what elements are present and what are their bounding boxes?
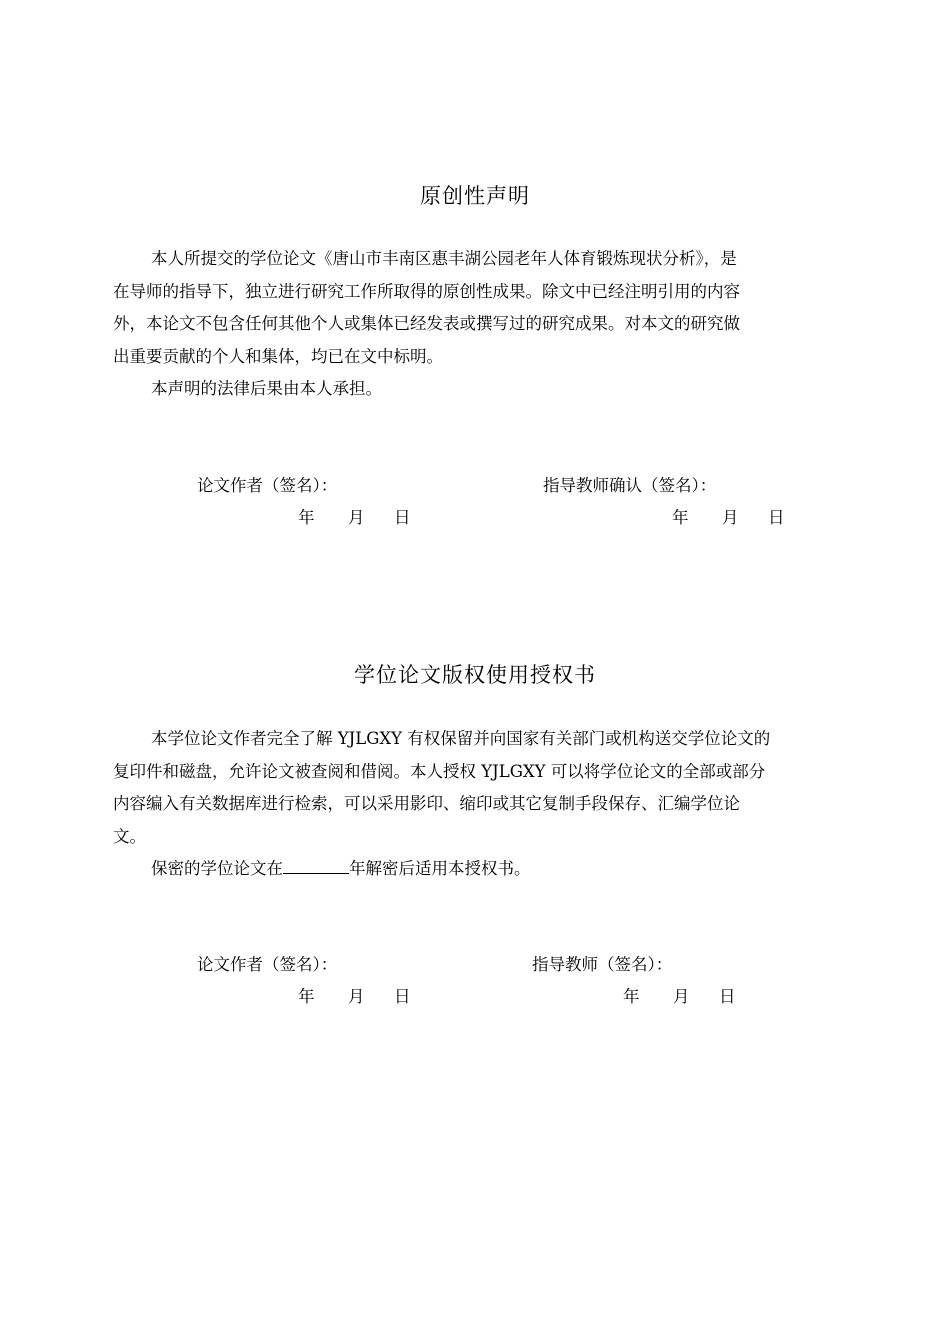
date-month: 月 (722, 508, 739, 527)
date-year: 年 (298, 508, 315, 527)
authorization-title: 学位论文版权使用授权书 (354, 663, 596, 687)
date-month: 月 (348, 987, 365, 1006)
declaration-title: 原创性声明 (420, 184, 530, 208)
authorization-author-signature-label: 论文作者（签名）： (197, 955, 338, 974)
declaration-author-date (298, 504, 411, 528)
authorization-author-date (298, 983, 411, 1007)
date-year: 年 (672, 508, 689, 527)
declaration-liability: 本声明的法律后果由本人承担。 (151, 379, 382, 398)
declaration-advisor-signature-label: 指导教师确认（签名）： (543, 476, 717, 495)
authorization-line-2: 复印件和磁盘，允许论文被查阅和借阅。本人授权 YJLGXY 可以将学位论文的全部或部分 (113, 761, 766, 781)
declaration-line-1: 本人所提交的学位论文《唐山市丰南区惠丰湖公园老年人体育锻炼现状分析》，是 (151, 249, 737, 268)
authorization-advisor-date (623, 983, 736, 1007)
date-day: 日 (768, 508, 785, 527)
date-year: 年 (298, 987, 315, 1006)
declaration-line-4: 出重要贡献的个人和集体，均已在文中标明。 (113, 346, 443, 366)
declaration-body (113, 243, 859, 406)
authorization-secret-clause (113, 853, 859, 886)
authorization-line-1: 本学位论文作者完全了解 YJLGXY 有权保留并向国家有关部门或机构送交学位论文的 (151, 729, 771, 748)
secret-suffix: 年解密后适用本授权书。 (349, 859, 531, 878)
authorization-body (113, 723, 859, 886)
authorization-advisor-signature-label: 指导教师（签名）： (532, 955, 673, 974)
date-day: 日 (394, 508, 411, 527)
date-month: 月 (348, 508, 365, 527)
authorization-line-4: 文。 (113, 826, 146, 846)
declaration-author-signature-label: 论文作者（签名）： (197, 476, 338, 495)
authorization-line-3: 内容编入有关数据库进行检索，可以采用影印、缩印或其它复制手段保存、汇编学位论 (113, 794, 740, 813)
date-day: 日 (719, 987, 736, 1006)
declaration-advisor-date (672, 504, 785, 528)
secret-years-blank (283, 859, 349, 874)
date-month: 月 (673, 987, 690, 1006)
date-year: 年 (623, 987, 640, 1006)
declaration-line-2: 在导师的指导下，独立进行研究工作所取得的原创性成果。除文中已经注明引用的内容 (113, 281, 740, 301)
declaration-line-3: 外，本论文不包含任何其他个人或集体已经发表或撰写过的研究成果。对本文的研究做 (113, 314, 740, 333)
date-day: 日 (394, 987, 411, 1006)
secret-prefix: 保密的学位论文在 (151, 859, 283, 878)
